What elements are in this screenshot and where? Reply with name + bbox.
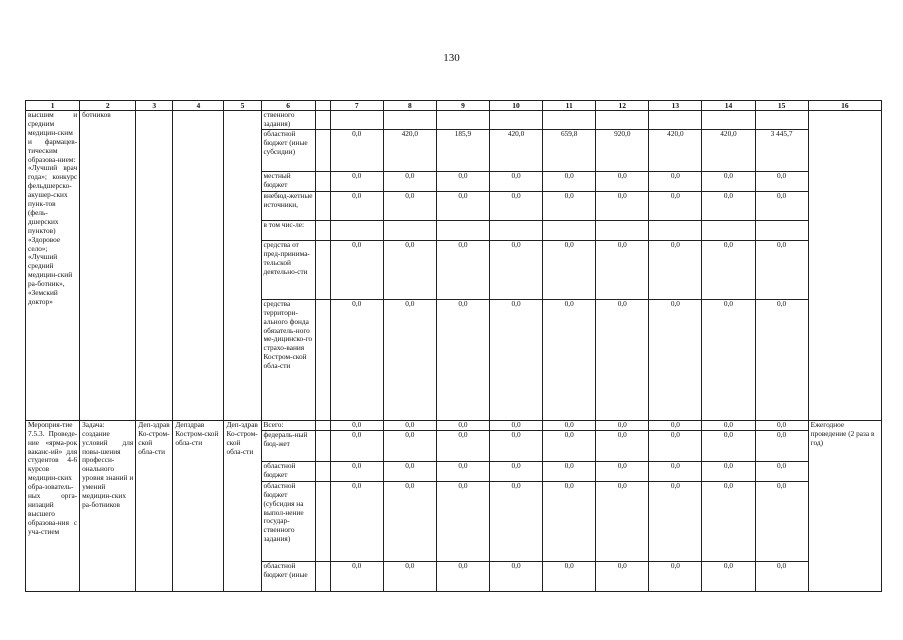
amount-cell: 0,0: [330, 430, 383, 461]
header-cell: 15: [755, 101, 808, 111]
amount-cell: 0,0: [649, 461, 702, 481]
header-row: [26, 101, 882, 111]
amount-cell: 0,0: [702, 171, 755, 191]
header-cell: 8: [383, 101, 436, 111]
amount-cell: 0,0: [436, 481, 489, 561]
amount-cell: [490, 220, 543, 240]
amount-cell: [436, 111, 489, 130]
amount-cell: 0,0: [702, 191, 755, 220]
header-cell: 7: [330, 101, 383, 111]
result-cell: Ежегодное проведение (2 раза в год): [808, 420, 881, 591]
event-name-cell: высшим и средним медицин-ским и фармацев-тическим образова-нием: «Лучший врач года»; конкурс фельдшерско-акушер-ских пунк-тов (фель-дшерских пунктов) «Здоровое село»; «Лучший средний медицин-ский ра-ботник», «Земский доктор»: [26, 111, 80, 421]
amount-cell: 420,0: [383, 129, 436, 171]
header-cell: 11: [543, 101, 596, 111]
amount-cell: 0,0: [755, 171, 808, 191]
page-number: 130: [443, 52, 460, 64]
amount-cell: [490, 111, 543, 130]
amount-cell: 0,0: [596, 420, 649, 430]
amount-cell: 0,0: [702, 461, 755, 481]
amount-cell: 420,0: [490, 129, 543, 171]
amount-cell: 0,0: [383, 240, 436, 299]
amount-cell: [755, 111, 808, 130]
amount-cell: 0,0: [383, 430, 436, 461]
amount-cell: 0,0: [436, 240, 489, 299]
amount-cell: 0,0: [649, 171, 702, 191]
header-cell: 14: [702, 101, 755, 111]
header-cell: 5: [224, 101, 261, 111]
responsible-cell: Деп-здрав Ко-стром-ской обла-сти: [224, 420, 261, 591]
funding-source-cell: областной бюджет (субсидия на выпол-нение государ-ственного задания): [261, 481, 315, 561]
funding-source-cell: федераль-ный бюд-жет: [261, 430, 315, 461]
amount-cell: 0,0: [490, 481, 543, 561]
amount-cell: 0,0: [755, 420, 808, 430]
amount-cell: 0,0: [383, 191, 436, 220]
amount-cell: 420,0: [649, 129, 702, 171]
header-cell: [315, 101, 330, 111]
amount-cell: [330, 111, 383, 130]
amount-cell: 185,9: [436, 129, 489, 171]
amount-cell: 0,0: [596, 481, 649, 561]
spacer-cell: [315, 171, 330, 191]
amount-cell: [702, 111, 755, 130]
amount-cell: 0,0: [490, 430, 543, 461]
amount-cell: [702, 220, 755, 240]
amount-cell: [755, 220, 808, 240]
amount-cell: 0,0: [755, 430, 808, 461]
amount-cell: 0,0: [543, 481, 596, 561]
amount-cell: 0,0: [490, 561, 543, 591]
spacer-cell: [315, 561, 330, 591]
amount-cell: 0,0: [490, 420, 543, 430]
header-cell: 1: [26, 101, 80, 111]
amount-cell: 0,0: [702, 240, 755, 299]
amount-cell: 0,0: [755, 481, 808, 561]
amount-cell: 0,0: [702, 430, 755, 461]
amount-cell: [383, 111, 436, 130]
funding-source-cell: средства территори-ального фонда обязатель-ного ме-дицинско-го страхо-вания Костром-ской обла-сти: [261, 299, 315, 420]
amount-cell: 0,0: [383, 561, 436, 591]
header-cell: 12: [596, 101, 649, 111]
spacer-cell: [315, 129, 330, 171]
amount-cell: 0,0: [543, 191, 596, 220]
amount-cell: 0,0: [596, 430, 649, 461]
amount-cell: 0,0: [330, 481, 383, 561]
spacer-cell: [315, 111, 330, 130]
task-cell: ботников: [80, 111, 136, 421]
responsible-cell: [224, 111, 261, 421]
amount-cell: 0,0: [383, 461, 436, 481]
amount-cell: 0,0: [702, 420, 755, 430]
spacer-cell: [315, 299, 330, 420]
amount-cell: 0,0: [543, 299, 596, 420]
amount-cell: 0,0: [755, 561, 808, 591]
amount-cell: 0,0: [755, 461, 808, 481]
amount-cell: [596, 111, 649, 130]
amount-cell: 0,0: [596, 240, 649, 299]
amount-cell: 0,0: [383, 481, 436, 561]
amount-cell: 0,0: [543, 240, 596, 299]
table-body: [26, 101, 882, 592]
block2-row: [26, 420, 882, 430]
amount-cell: 0,0: [436, 461, 489, 481]
amount-cell: 0,0: [436, 420, 489, 430]
executor-cell: Деп-здрав Ко-стром-ской обла-сти: [136, 420, 173, 591]
amount-cell: [330, 220, 383, 240]
amount-cell: 0,0: [330, 240, 383, 299]
amount-cell: 0,0: [436, 299, 489, 420]
amount-cell: 0,0: [490, 171, 543, 191]
amount-cell: 0,0: [596, 561, 649, 591]
funding-source-cell: ственного задания): [261, 111, 315, 130]
executor-cell: [136, 111, 173, 421]
amount-cell: 0,0: [649, 299, 702, 420]
amount-cell: 0,0: [755, 191, 808, 220]
header-cell: 13: [649, 101, 702, 111]
amount-cell: 0,0: [543, 420, 596, 430]
amount-cell: 0,0: [330, 461, 383, 481]
amount-cell: 0,0: [383, 420, 436, 430]
amount-cell: 0,0: [436, 191, 489, 220]
amount-cell: 0,0: [755, 240, 808, 299]
coexecutor-cell: Депздрав Костром-ской обла-сти: [173, 420, 224, 591]
amount-cell: [543, 220, 596, 240]
funding-source-cell: внебюд-жетные источники,: [261, 191, 315, 220]
amount-cell: 0,0: [543, 171, 596, 191]
header-cell: 2: [80, 101, 136, 111]
block1-row: [26, 111, 882, 130]
spacer-cell: [315, 420, 330, 430]
funding-source-cell: Всего:: [261, 420, 315, 430]
budget-table: [25, 100, 882, 592]
amount-cell: 0,0: [543, 461, 596, 481]
amount-cell: 0,0: [490, 299, 543, 420]
amount-cell: 0,0: [596, 171, 649, 191]
amount-cell: 0,0: [649, 420, 702, 430]
amount-cell: 0,0: [649, 240, 702, 299]
amount-cell: 0,0: [330, 420, 383, 430]
amount-cell: 420,0: [702, 129, 755, 171]
funding-source-cell: областной бюджет (иные субсидии): [261, 129, 315, 171]
amount-cell: 0,0: [383, 171, 436, 191]
amount-cell: 0,0: [490, 461, 543, 481]
amount-cell: 3 445,7: [755, 129, 808, 171]
amount-cell: 0,0: [755, 299, 808, 420]
amount-cell: 0,0: [543, 430, 596, 461]
header-cell: 4: [173, 101, 224, 111]
amount-cell: 0,0: [330, 191, 383, 220]
amount-cell: 0,0: [330, 299, 383, 420]
funding-source-cell: областной бюджет: [261, 461, 315, 481]
amount-cell: [436, 220, 489, 240]
amount-cell: [543, 111, 596, 130]
amount-cell: [383, 220, 436, 240]
spacer-cell: [315, 220, 330, 240]
task-cell: Задача: создание условий для повы-шения професси-онального уровня знаний и умений медицин-ских ра-ботников: [80, 420, 136, 591]
amount-cell: 0,0: [596, 461, 649, 481]
funding-source-cell: средства от пред-принима-тельской деятельно-сти: [261, 240, 315, 299]
funding-source-cell: областной бюджет (иные: [261, 561, 315, 591]
amount-cell: 0,0: [436, 430, 489, 461]
amount-cell: 0,0: [649, 430, 702, 461]
amount-cell: 0,0: [649, 561, 702, 591]
header-cell: 3: [136, 101, 173, 111]
funding-source-cell: местный бюджет: [261, 171, 315, 191]
amount-cell: 0,0: [436, 561, 489, 591]
amount-cell: 0,0: [702, 561, 755, 591]
amount-cell: 0,0: [596, 191, 649, 220]
amount-cell: 0,0: [649, 481, 702, 561]
amount-cell: 0,0: [330, 561, 383, 591]
spacer-cell: [315, 430, 330, 461]
coexecutor-cell: [173, 111, 224, 421]
amount-cell: 0,0: [490, 240, 543, 299]
amount-cell: 659,8: [543, 129, 596, 171]
funding-source-cell: в том чис-ле:: [261, 220, 315, 240]
amount-cell: 0,0: [383, 299, 436, 420]
amount-cell: 0,0: [436, 171, 489, 191]
amount-cell: 0,0: [702, 481, 755, 561]
amount-cell: 0,0: [490, 191, 543, 220]
amount-cell: 0,0: [649, 191, 702, 220]
header-cell: 10: [490, 101, 543, 111]
amount-cell: [596, 220, 649, 240]
result-cell: [808, 111, 881, 421]
spacer-cell: [315, 481, 330, 561]
header-cell: 16: [808, 101, 881, 111]
event-name-cell: Мероприя-тие 7.5.3. Проведе-ние «ярма-рок ваканс-ий» для студентов 4-6 курсов медицин-ских обра-зователь-ных орга-низаций высшего образова-ния с уча-стием: [26, 420, 80, 591]
amount-cell: 0,0: [543, 561, 596, 591]
amount-cell: 0,0: [596, 299, 649, 420]
amount-cell: 920,0: [596, 129, 649, 171]
amount-cell: 0,0: [330, 171, 383, 191]
amount-cell: 0,0: [330, 129, 383, 171]
header-cell: 9: [436, 101, 489, 111]
amount-cell: [649, 220, 702, 240]
amount-cell: [649, 111, 702, 130]
spacer-cell: [315, 461, 330, 481]
amount-cell: 0,0: [702, 299, 755, 420]
header-cell: 6: [261, 101, 315, 111]
spacer-cell: [315, 191, 330, 220]
spacer-cell: [315, 240, 330, 299]
